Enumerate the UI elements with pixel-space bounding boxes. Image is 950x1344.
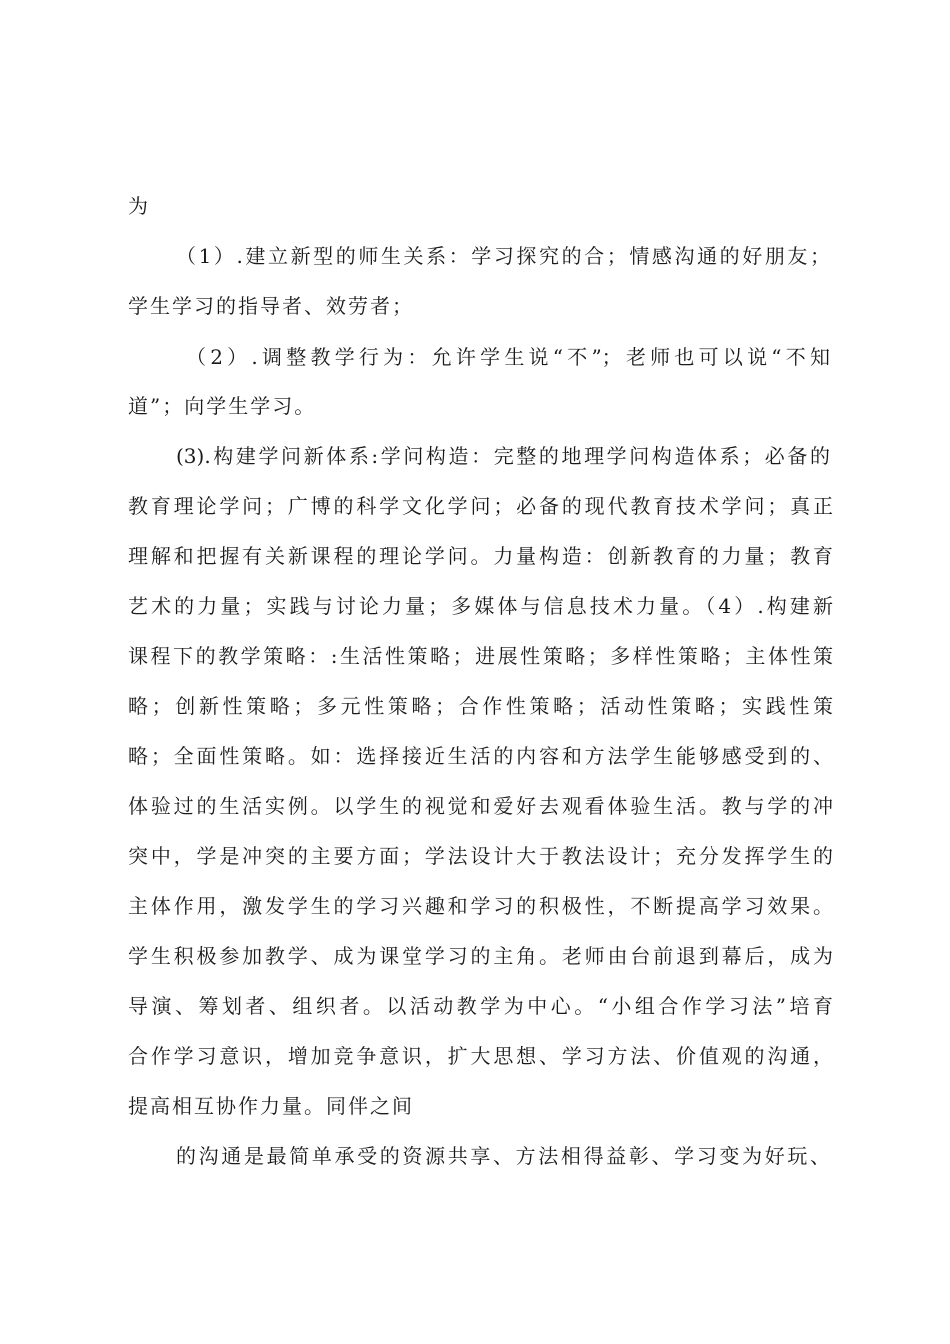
text-line: (3).构建学问新体系:学问构造：完整的地理学问构造体系；必备的 xyxy=(176,444,830,468)
text-line: 课程下的教学策略：:生活性策略；进展性策略；多样性策略；主体性策 xyxy=(128,644,833,668)
text-line: 导演、筹划者、组织者。以活动教学为中心。“小组合作学习法”培育 xyxy=(128,994,833,1018)
text-line: 略；全面性策略。如：选择接近生活的内容和方法学生能够感受到的、 xyxy=(128,744,833,768)
text-line: 为 xyxy=(128,194,150,218)
text-line: （2）.调整教学行为：允许学生说“不”；老师也可以说“不知 xyxy=(186,345,830,369)
text-line: 学生积极参加教学、成为课堂学习的主角。老师由台前退到幕后，成为 xyxy=(128,944,833,968)
text-line: 的沟通是最简单承受的资源共享、方法相得益彰、学习变为好玩、 xyxy=(176,1144,830,1168)
text-line: （1）.建立新型的师生关系：学习探究的合；情感沟通的好朋友； xyxy=(176,244,830,268)
text-line: 学生学习的指导者、效劳者； xyxy=(128,294,414,318)
text-line: 合作学习意识，增加竞争意识，扩大思想、学习方法、价值观的沟通， xyxy=(128,1044,833,1068)
text-line: 主体作用，激发学生的学习兴趣和学习的积极性，不断提高学习效果。 xyxy=(128,894,833,918)
text-line: 理解和把握有关新课程的理论学问。力量构造：创新教育的力量；教育 xyxy=(128,544,833,568)
text-line: 提高相互协作力量。同伴之间 xyxy=(128,1094,414,1118)
text-line: 道”；向学生学习。 xyxy=(128,394,317,418)
text-line: 教育理论学问；广博的科学文化学问；必备的现代教育技术学问；真正 xyxy=(128,494,833,518)
text-line: 体验过的生活实例。以学生的视觉和爱好去观看体验生活。教与学的冲 xyxy=(128,794,833,818)
text-line: 艺术的力量；实践与讨论力量；多媒体与信息技术力量。（4）.构建新 xyxy=(128,594,833,618)
text-line: 突中，学是冲突的主要方面；学法设计大于教法设计；充分发挥学生的 xyxy=(128,844,833,868)
text-line: 略；创新性策略；多元性策略；合作性策略；活动性策略；实践性策 xyxy=(128,694,833,718)
